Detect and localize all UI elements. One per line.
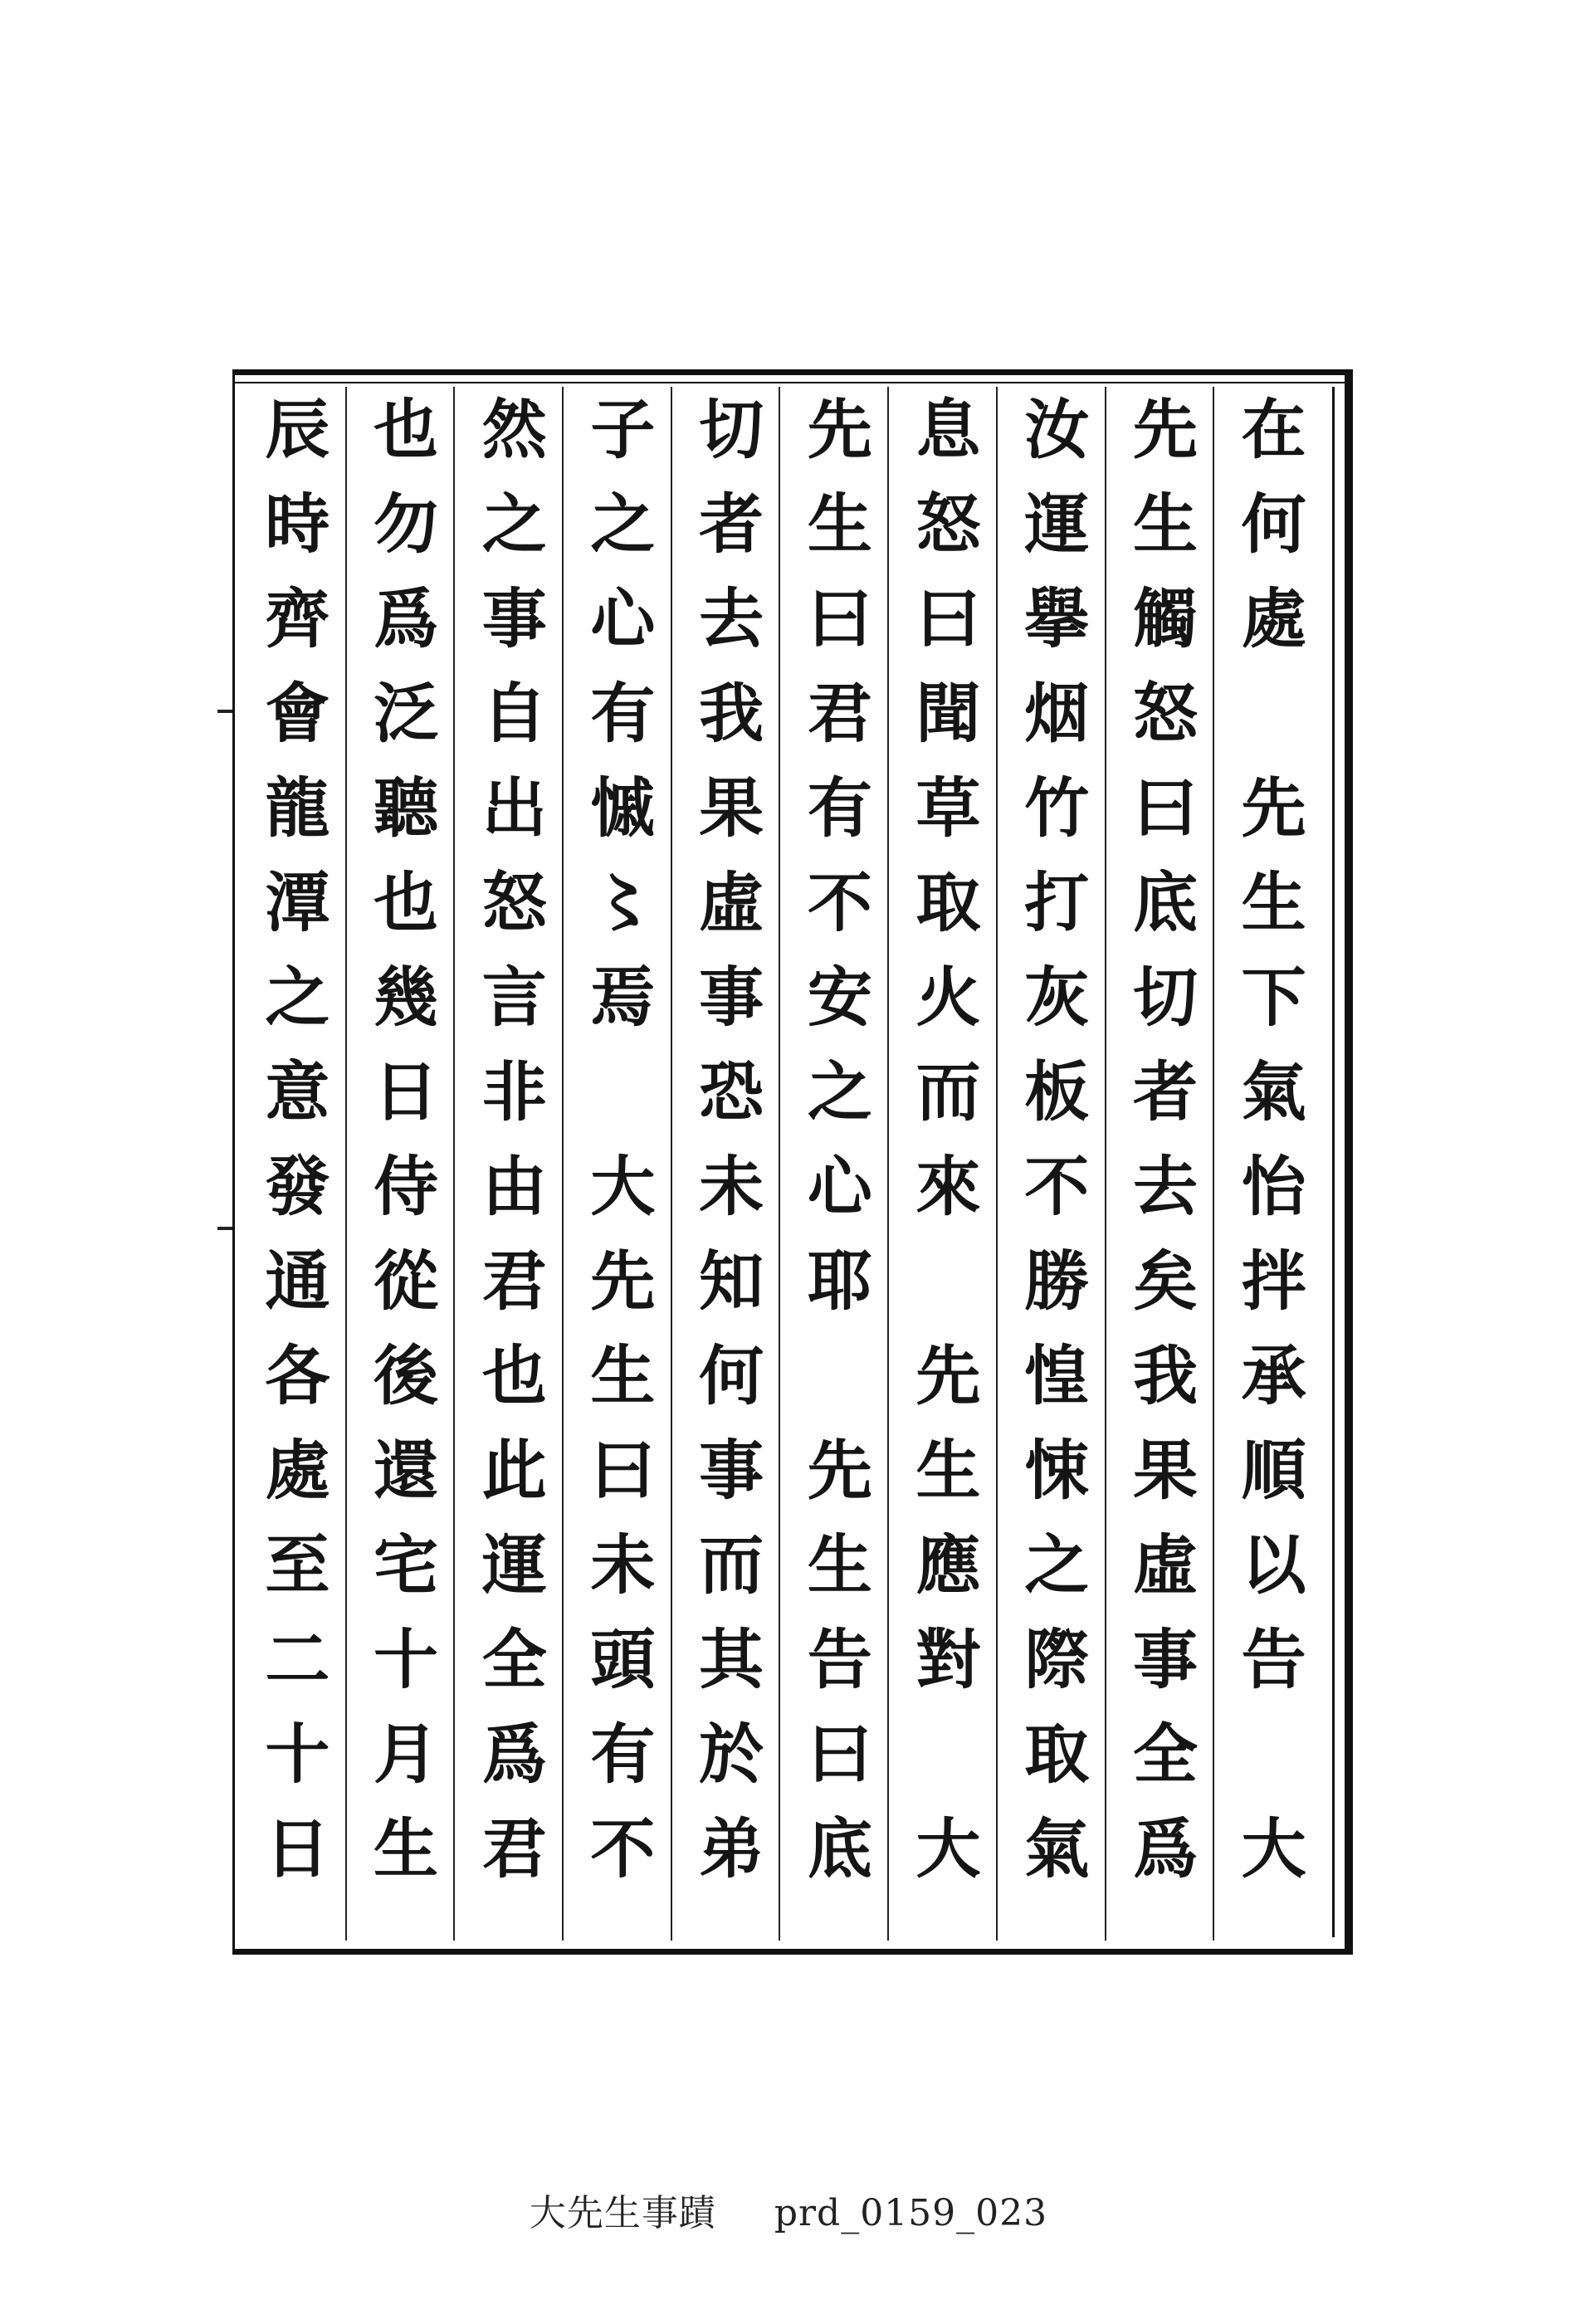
column-text: 切者去我果虛事恐未知何事而其於弟 (688, 395, 764, 1909)
text-column-6 (671, 387, 779, 1941)
text-frame (232, 369, 1353, 1955)
page-footer (0, 2183, 1577, 2236)
margin-tick (217, 710, 234, 713)
column-text: 辰時齊會龍潭之意發通各處至二十日 (254, 395, 330, 1909)
text-column-1 (1213, 387, 1321, 1941)
text-column-5 (779, 387, 887, 1941)
text-columns (238, 387, 1321, 1941)
footer-page-id: prd_0159_023 (774, 2192, 1048, 2234)
text-column-8 (453, 387, 562, 1941)
footer-title: 大先生事蹟 (529, 2192, 716, 2234)
text-column-9 (345, 387, 454, 1941)
column-text: 汝運擧烟竹打灰板不勝惶悚之際取氣 (1013, 395, 1090, 1909)
margin-tick (217, 1227, 234, 1230)
column-text: 然之事自出怒言非由君也此運全爲君 (471, 395, 547, 1909)
frame-rule-top (235, 382, 1345, 383)
column-text: 息怒曰聞草取火而來 先生應對 大 (905, 395, 981, 1909)
column-text: 先生曰君有不安之心耶 先生告曰底 (796, 395, 872, 1909)
column-text: 在何處 先生下氣怡拌承順以告 大 (1230, 395, 1306, 1909)
frame-rule-right (1332, 387, 1335, 1937)
text-column-10 (238, 387, 345, 1941)
column-text: 先生觸怒曰底切者去矣我果虛事全爲 (1121, 395, 1198, 1909)
text-column-4 (887, 387, 996, 1941)
column-text: 子之心有慽〻焉 大先生曰未頭有不 (579, 395, 656, 1909)
text-column-2 (1105, 387, 1213, 1941)
text-column-7 (562, 387, 671, 1941)
column-text: 也勿爲泛聽也幾日侍從後還宅十月生 (363, 395, 439, 1909)
text-column-3 (996, 387, 1105, 1941)
